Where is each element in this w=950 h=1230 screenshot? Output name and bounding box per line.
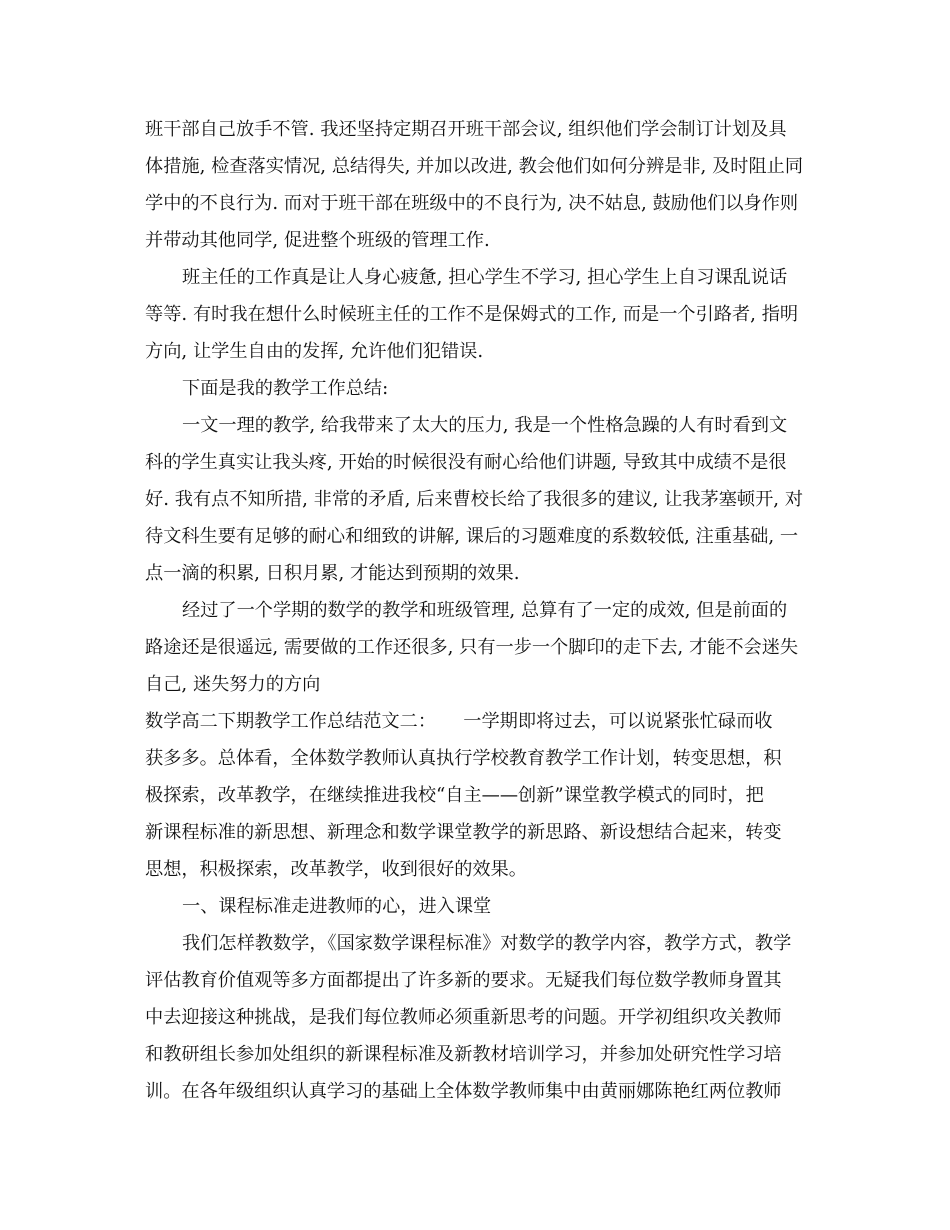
text-line: 自己, 迷失努力的方向: [145, 674, 321, 695]
text-line: 方向, 让学生自由的发挥, 允许他们犯错误.: [145, 341, 484, 362]
text-line: 好. 我有点不知所措, 非常的矛盾, 后来曹校长给了我很多的建议, 让我茅塞顿开, 对: [145, 489, 804, 510]
text-line: 路途还是很遥远, 需要做的工作还很多, 只有一步一个脚印的走下去, 才能不会迷失: [145, 637, 799, 658]
text-line: 我们怎样教数学，《国家数学课程标准》对数学的教学内容，教学方式，教学: [182, 933, 792, 954]
text-line: 等等. 有时我在想什么时候班主任的工作不是保姆式的工作, 而是一个引路者, 指明: [145, 304, 799, 325]
text-line: 获多多。总体看，全体数学教师认真执行学校教育教学工作计划，转变思想，积: [145, 748, 782, 769]
text-line: 下面是我的教学工作总结:: [182, 378, 389, 399]
text-line: 和教研组长参加处组织的新课程标准及新教材培训学习，并参加处研究性学习培: [145, 1044, 782, 1065]
text-line: 极探索，改革教学，在继续推进我校“自主——创新”课堂教学模式的同时，把: [145, 785, 764, 806]
section-heading: 一、课程标准走进教师的心，进入课堂: [182, 896, 492, 917]
text-line: 新课程标准的新思想、新理念和数学课堂教学的新思路、新设想结合起来，转变: [145, 822, 782, 843]
text-line: 一文一理的教学, 给我带来了太大的压力, 我是一个性格急躁的人有时看到文: [182, 415, 788, 436]
text-line: 班干部自己放手不管. 我还坚持定期召开班干部会议, 组织他们学会制订计划及具: [145, 119, 787, 140]
text-line: 训。在各年级组织认真学习的基础上全体数学教师集中由黄丽娜陈艳红两位教师: [145, 1081, 782, 1102]
text-line: 并带动其他同学, 促进整个班级的管理工作.: [145, 230, 490, 251]
text-line: 点一滴的积累, 日积月累, 才能达到预期的效果.: [145, 563, 520, 584]
text-line: 待文科生要有足够的耐心和细致的讲解, 课后的习题难度的系数较低, 注重基础, 一: [145, 526, 799, 547]
text-line: 科的学生真实让我头疼, 开始的时候很没有耐心给他们讲题, 导致其中成绩不是很: [145, 452, 787, 473]
text-line: 数学高二下期教学工作总结范文二： 一学期即将过去，可以说紧张忙碌而收: [145, 711, 773, 732]
text-line: 经过了一个学期的数学的教学和班级管理, 总算有了一定的成效, 但是前面的: [182, 600, 788, 621]
text-line: 中去迎接这种挑战，是我们每位教师必须重新思考的问题。开学初组织攻关教师: [145, 1007, 782, 1028]
text-line: 思想，积极探索，改革教学，收到很好的效果。: [145, 859, 527, 880]
text-line: 评估教育价值观等多方面都提出了许多新的要求。无疑我们每位数学教师身置其: [145, 970, 782, 991]
text-line: 体措施, 检查落实情况, 总结得失, 并加以改进, 教会他们如何分辨是非, 及时阻止同: [145, 156, 804, 177]
text-line: 学中的不良行为. 而对于班干部在班级中的不良行为, 决不姑息, 鼓励他们以身作则: [145, 193, 799, 214]
text-line: 班主任的工作真是让人身心疲惫, 担心学生不学习, 担心学生上自习课乱说话: [182, 267, 788, 288]
